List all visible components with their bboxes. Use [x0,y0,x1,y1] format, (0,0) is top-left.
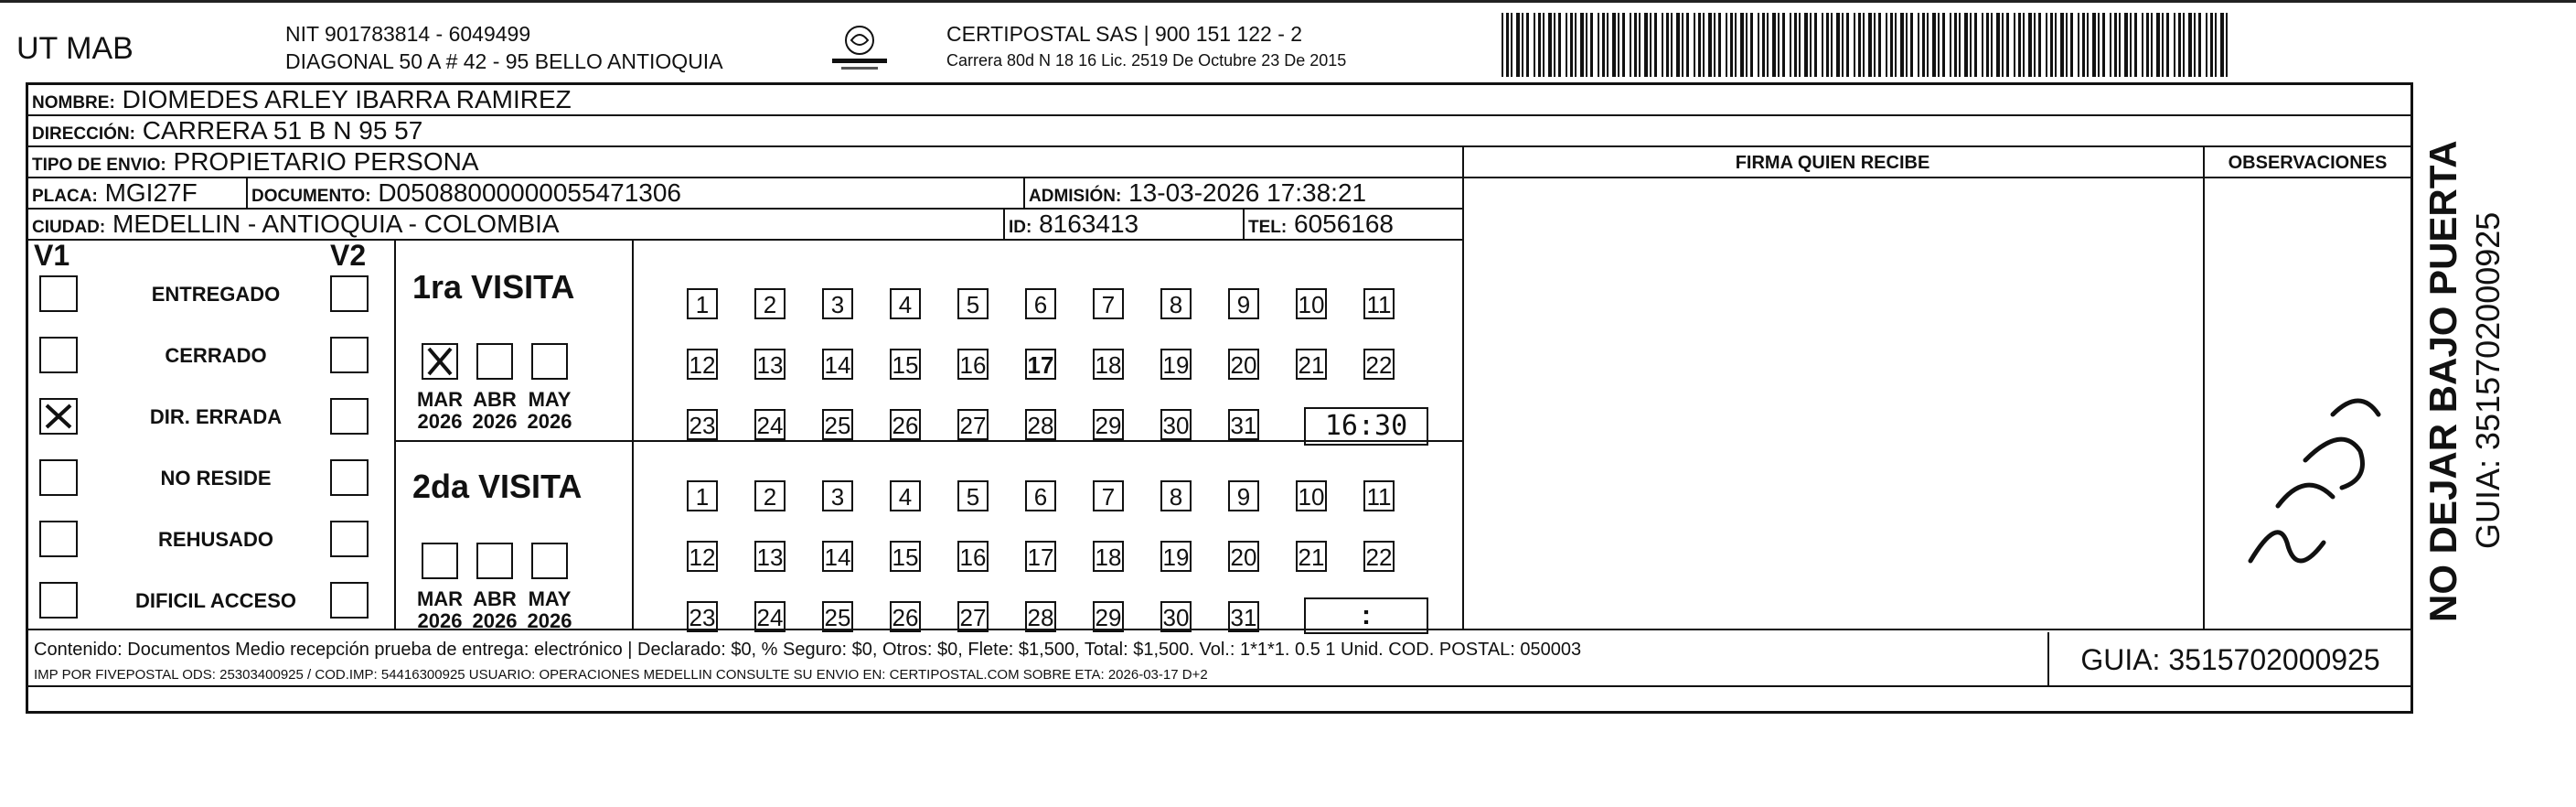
day-box[interactable]: 17 [1025,541,1056,572]
barcode-bar [2066,13,2068,77]
day-box[interactable]: 25 [822,409,853,440]
barcode-bar [1790,13,1791,77]
v1-checkbox[interactable] [39,337,78,373]
barcode-bar [2119,13,2121,77]
v1-checkbox[interactable] [39,521,78,557]
barcode-bar [2028,13,2032,77]
barcode-bar [2194,13,2196,77]
status-option-label: ENTREGADO [151,283,281,306]
check-x-icon [41,400,76,433]
barcode-bar [1566,13,1567,77]
day-box[interactable]: 19 [1160,349,1192,380]
direccion-row: DIRECCIÓN: CARRERA 51 B N 95 57 [28,116,2410,147]
day-box[interactable]: 12 [687,541,718,572]
day-box[interactable]: 5 [957,288,989,319]
delivery-form [26,82,2413,714]
barcode-bar [1586,13,1587,77]
placa-value: MGI27F [104,178,198,207]
day-box[interactable]: 12 [687,349,718,380]
barcode-bar [1740,13,1744,77]
v2-checkbox[interactable] [330,521,369,557]
barcode-bar [1622,13,1625,77]
month-label: ABR [473,587,517,610]
v2-checkbox[interactable] [330,398,369,435]
barcode-bar [1942,13,1945,77]
barcode-bar [1950,13,1951,77]
barcode-bar [1750,13,1753,77]
ciudad-row: CIUDAD: MEDELLIN - ANTIOQUIA - COLOMBIA ID: 8163413 TEL: 6056168 [28,210,1464,241]
barcode-bar [1686,13,1689,77]
barcode-bar [1831,13,1833,77]
barcode-bar [2082,13,2085,77]
barcode-bar [1694,13,1695,77]
barcode-bar [1654,13,1657,77]
barcode-bar [2102,13,2105,77]
barcode-bar [2226,13,2228,77]
barcode-bar [1538,13,1541,77]
barcode-bar [2098,13,2100,77]
day-box[interactable]: 16 [957,349,989,380]
v1-checkbox[interactable] [39,275,78,312]
barcode-bar [1886,13,1887,77]
barcode-bar [1938,13,1940,77]
day-box[interactable]: 3 [822,288,853,319]
barcode-bar [1703,13,1705,77]
barcode-bar [1868,13,1872,77]
v1-checkbox[interactable] [39,582,78,619]
day-box[interactable]: 9 [1228,288,1259,319]
placa-row: PLACA: MGI27F DOCUMENTO: D05088000000055471306 ADMISIÓN: 13-03-2026 17:38:21 [28,178,1464,210]
barcode-bar [2183,13,2185,77]
barcode-bar [2018,13,2021,77]
barcode-bar [1974,13,1977,77]
day-box[interactable]: 11 [1363,288,1395,319]
month-year-label: 2026 [472,609,518,632]
barcode-bar [1570,13,1573,77]
day-box[interactable]: 10 [1296,480,1327,511]
day-box[interactable]: 13 [754,541,786,572]
tel-value: 6056168 [1294,210,1395,238]
barcode-bar [1858,13,1861,77]
status-option-label: REHUSADO [158,528,273,551]
barcode-bar [2002,13,2004,77]
barcode-bar [1534,13,1535,77]
day-box[interactable]: 27 [957,409,989,440]
barcode-bar [2151,13,2153,77]
barcode-bar [2006,13,2009,77]
direccion-value: CARRERA 51 B N 95 57 [142,116,423,145]
month-year-label: 2026 [417,609,463,632]
barcode-bar [1910,13,1913,77]
company-name: UT MAB [16,31,134,66]
day-box[interactable]: 31 [1228,601,1259,632]
day-box[interactable]: 28 [1025,601,1056,632]
barcode-bar [1630,13,1631,77]
barcode-bar [1718,13,1721,77]
barcode-bar [1778,13,1780,77]
day-box[interactable]: 15 [890,541,921,572]
day-box[interactable]: 29 [1093,409,1124,440]
visit2-time: : [1304,597,1428,634]
barcode-bar [1822,13,1823,77]
month-checkbox[interactable] [422,343,458,380]
month-label: MAR [416,587,464,610]
ciudad-value: MEDELLIN - ANTIOQUIA - COLOMBIA [112,210,560,238]
month-label: MAY [528,587,572,610]
barcode-bar [1526,13,1529,77]
barcode-bar [2092,13,2096,77]
check-x-icon [423,345,456,378]
barcode-bar [1522,13,1523,77]
barcode-bar [1730,13,1733,77]
barcode-bar [1767,13,1769,77]
day-box[interactable]: 21 [1296,541,1327,572]
barcode-bar [1927,13,1929,77]
barcode-bar [2046,13,2047,77]
carrier-name: CERTIPOSTAL SAS | 900 151 122 - 2 [946,22,1303,46]
barcode-bar [1890,13,1893,77]
day-box[interactable]: 6 [1025,288,1056,319]
barcode-bar [2188,13,2192,77]
barcode-bar [1918,13,1919,77]
day-box[interactable]: 4 [890,480,921,511]
day-box[interactable]: 23 [687,601,718,632]
barcode-bar [1735,13,1737,77]
barcode-bar [1758,13,1759,77]
barcode-bar [1602,13,1605,77]
barcode-bar [2174,13,2175,77]
nombre-value: DIOMEDES ARLEY IBARRA RAMIREZ [122,85,572,113]
month-checkbox[interactable] [422,543,458,579]
barcode-bar [1662,13,1663,77]
barcode-bar [2215,13,2217,77]
day-box[interactable]: 2 [754,288,786,319]
barcode-bar [1804,13,1808,77]
barcode-bar [1982,13,1983,77]
day-box[interactable]: 13 [754,349,786,380]
barcode-bar [1671,13,1673,77]
barcode-bar [1991,13,1993,77]
day-box[interactable]: 15 [890,349,921,380]
day-box[interactable]: 22 [1363,541,1395,572]
barcode-bar [1746,13,1748,77]
barcode-bar [1607,13,1609,77]
barcode-bar [2210,13,2213,77]
barcode-bar [1644,13,1648,77]
firma-label: FIRMA QUIEN RECIBE [1735,153,1930,173]
barcode-bar [1895,13,1897,77]
day-box[interactable]: 3 [822,480,853,511]
barcode-bar [2198,13,2201,77]
barcode-bar [1846,13,1849,77]
barcode-bar [2156,13,2160,77]
v2-checkbox[interactable] [330,459,369,496]
month-checkbox[interactable] [476,543,513,579]
day-box[interactable]: 19 [1160,541,1192,572]
barcode-bar [1826,13,1829,77]
day-box[interactable]: 20 [1228,349,1259,380]
id-value: 8163413 [1039,210,1139,238]
barcode-bar [1698,13,1701,77]
barcode-bar [1964,13,1968,77]
barcode-bar [1714,13,1716,77]
barcode-bar [2142,13,2143,77]
barcode-bar [1772,13,1776,77]
day-box[interactable]: 18 [1093,349,1124,380]
month-checkbox[interactable] [531,343,568,380]
day-box[interactable]: 27 [957,601,989,632]
barcode-bar [1922,13,1925,77]
day-box[interactable]: 4 [890,288,921,319]
nombre-row: NOMBRE: DIOMEDES ARLEY IBARRA RAMIREZ [28,85,2410,116]
day-box[interactable]: 31 [1228,409,1259,440]
footer-print-info: IMP POR FIVEPOSTAL ODS: 25303400925 / COD.IMP: 54416300925 USUARIO: OPERACIONES MEDELLIN CONSULTE SU ENVIO EN: CERTIPOSTAL.COM SOBRE ETA: 2026-03-17 D+2 [34,667,1208,683]
day-box[interactable]: 24 [754,409,786,440]
barcode-bar [1782,13,1785,77]
month-year-label: 2026 [527,410,572,433]
month-year-label: 2026 [527,609,572,632]
observaciones-label: OBSERVACIONES [2228,153,2388,173]
barcode-bar [1854,13,1855,77]
barcode-bar [1676,13,1680,77]
month-label: ABR [473,388,517,411]
month-checkbox[interactable] [531,543,568,579]
day-box[interactable]: 2 [754,480,786,511]
barcode-bar [1612,13,1616,77]
barcode-bar [1814,13,1817,77]
handwritten-note-icon [2223,360,2406,597]
barcode-bar [1575,13,1577,77]
day-box[interactable]: 7 [1093,480,1124,511]
barcode-bar [1516,13,1520,77]
barcode-bar [2114,13,2117,77]
barcode-bar [1878,13,1881,77]
carrier-address: Carrera 80d N 18 16 Lic. 2519 De Octubre 23 De 2015 [946,51,1347,70]
barcode-bar [1794,13,1797,77]
barcode-bar [1506,13,1509,77]
day-box[interactable]: 1 [687,480,718,511]
day-box[interactable]: 14 [822,349,853,380]
barcode-bar [1708,13,1712,77]
visit1-time: 16:30 [1304,407,1428,446]
day-box[interactable]: 5 [957,480,989,511]
status-option-label: NO RESIDE [160,467,272,490]
barcode-bar [1590,13,1593,77]
barcode-bar [2060,13,2064,77]
month-year-label: 2026 [472,410,518,433]
barcode-bar [2166,13,2169,77]
day-box[interactable]: 18 [1093,541,1124,572]
day-box[interactable]: 17 [1025,349,1056,380]
day-box[interactable]: 1 [687,288,718,319]
documento-value: D05088000000055471306 [378,178,681,207]
barcode-bar [1799,13,1801,77]
v2-label: V2 [330,239,367,272]
barcode-bar [2146,13,2149,77]
day-box[interactable]: 23 [687,409,718,440]
barcode-bar [1986,13,1989,77]
barcode-bar [2055,13,2057,77]
day-box[interactable]: 20 [1228,541,1259,572]
barcode-bar [1726,13,1727,77]
v2-checkbox[interactable] [330,582,369,619]
barcode-bar [2014,13,2015,77]
barcode-bar [1959,13,1961,77]
tipo-row: TIPO DE ENVIO: PROPIETARIO PERSONA [28,147,1464,178]
day-box[interactable]: 14 [822,541,853,572]
barcode-bar [1863,13,1865,77]
status-option-label: CERRADO [165,344,267,367]
admision-value: 13-03-2026 17:38:21 [1128,178,1367,207]
day-box[interactable]: 30 [1160,409,1192,440]
v1-checkbox[interactable] [39,398,78,435]
no-dejar-bajo-puerta: NO DEJAR BAJO PUERTA [2421,140,2464,622]
barcode-bar [2023,13,2025,77]
barcode-bar [1618,13,1619,77]
barcode-bar [2130,13,2132,77]
side-guia: GUIA: 3515702000925 [2469,211,2507,549]
barcode-bar [1511,13,1512,77]
barcode-bar [1650,13,1651,77]
barcode-bar [2178,13,2181,77]
barcode-bar [1502,13,1503,77]
v2-checkbox[interactable] [330,275,369,312]
certipostal-logo-icon [828,20,892,75]
day-box[interactable]: 26 [890,409,921,440]
barcode-bar [2078,13,2079,77]
barcode-bar [1580,13,1584,77]
barcode-bar [1996,13,2000,77]
visit1-title: 1ra VISITA [412,268,575,306]
barcode-bar [2220,13,2224,77]
barcode-bar [2050,13,2053,77]
barcode-bar [2162,13,2164,77]
month-checkbox[interactable] [476,343,513,380]
tipo-value: PROPIETARIO PERSONA [173,147,479,176]
barcode-bar [1598,13,1599,77]
barcode-bar [1639,13,1641,77]
barcode-bar [2070,13,2073,77]
day-box[interactable]: 11 [1363,480,1395,511]
barcode-bar [2034,13,2036,77]
footer-content: Contenido: Documentos Medio recepción prueba de entrega: electrónico | Declarado: $0, % Seguro: $0, Otros: $0, Flete: $1,500, Total: $1,500. Vol.: 1*1*1. 0.5 1 Unid. COD. POSTAL: 050003 [34,640,1582,660]
company-address: DIAGONAL 50 A # 42 - 95 BELLO ANTIOQUIA [285,49,723,73]
day-box[interactable]: 22 [1363,349,1395,380]
day-box[interactable]: 10 [1296,288,1327,319]
barcode-bar [1548,13,1552,77]
barcode-bar [1906,13,1908,77]
barcode-bar [1543,13,1545,77]
barcode-bar [1762,13,1765,77]
barcode-bar [2124,13,2128,77]
barcode-bar [1932,13,1936,77]
month-label: MAY [528,388,572,411]
v1-label: V1 [34,239,70,272]
day-box[interactable]: 25 [822,601,853,632]
day-box[interactable]: 28 [1025,409,1056,440]
barcode-bar [2087,13,2089,77]
day-box[interactable]: 6 [1025,480,1056,511]
barcode-bar [1874,13,1876,77]
day-box[interactable]: 21 [1296,349,1327,380]
barcode-bar [1970,13,1972,77]
status-option-label: DIFICIL ACCESO [134,589,296,612]
day-box[interactable]: 9 [1228,480,1259,511]
barcode-bar [2134,13,2137,77]
v2-checkbox[interactable] [330,337,369,373]
footer-guia: GUIA: 3515702000925 [2047,632,2411,687]
day-box[interactable]: 24 [754,601,786,632]
top-border [0,0,2576,3]
barcode-bar [1558,13,1561,77]
barcode-bar [1682,13,1683,77]
barcode [1500,13,2231,77]
barcode-bar [1666,13,1669,77]
day-box[interactable]: 8 [1160,480,1192,511]
barcode-bar [1836,13,1840,77]
visit2-title: 2da VISITA [412,468,583,505]
day-box[interactable]: 26 [890,601,921,632]
barcode-bar [1554,13,1555,77]
v1-checkbox[interactable] [39,459,78,496]
barcode-bar [2038,13,2041,77]
barcode-bar [1900,13,1904,77]
barcode-bar [1842,13,1844,77]
barcode-bar [1954,13,1957,77]
barcode-bar [1634,13,1637,77]
status-option-label: DIR. ERRADA [149,405,283,428]
day-box[interactable]: 30 [1160,601,1192,632]
month-year-label: 2026 [417,410,463,433]
day-box[interactable]: 29 [1093,601,1124,632]
day-box[interactable]: 16 [957,541,989,572]
barcode-bar [1810,13,1812,77]
month-label: MAR [416,388,464,411]
day-box[interactable]: 7 [1093,288,1124,319]
company-nit: NIT 901783814 - 6049499 [285,22,531,46]
barcode-bar [2206,13,2207,77]
day-box[interactable]: 8 [1160,288,1192,319]
barcode-bar [2110,13,2111,77]
